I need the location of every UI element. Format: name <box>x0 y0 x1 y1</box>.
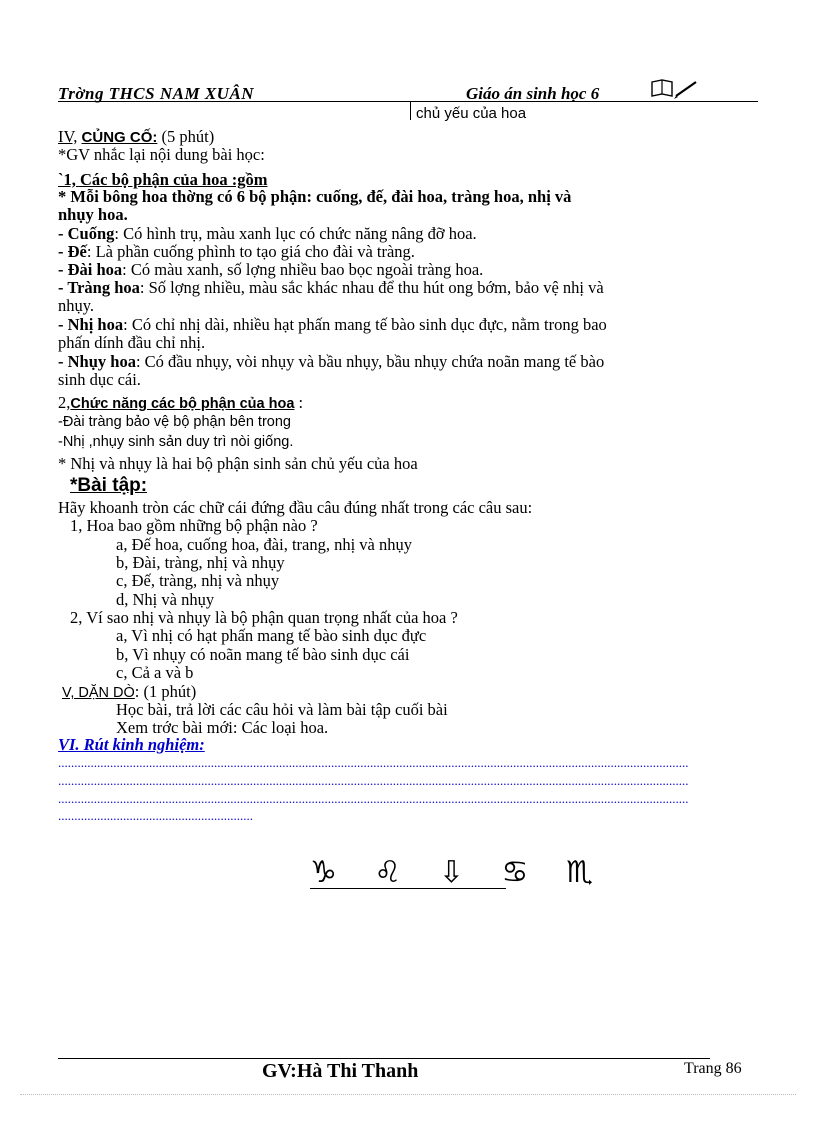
page-bottom-border <box>20 1094 796 1095</box>
carryover-note: chủ yếu của hoa <box>416 105 527 122</box>
q1-option: c, Đế, tràng, nhị và nhụy <box>116 571 280 590</box>
part1-item <box>58 370 141 390</box>
ornament-underline <box>310 888 506 889</box>
question-1: 1, Hoa bao gồm những bộ phận nào ? <box>70 516 318 535</box>
q2-option: c, Cả a và b <box>116 663 194 682</box>
item-term: - Nhụy hoa <box>58 352 136 371</box>
part1-item <box>58 296 94 316</box>
item-desc: : Số lợng nhiều, màu sắc khác nhau để thu hút ong bớm, bảo vệ nhị và <box>139 278 604 297</box>
teacher-name: GV:Hà Thi Thanh <box>262 1060 419 1082</box>
part1-item <box>58 242 415 262</box>
q1-option: d, Nhị và nhụy <box>116 590 215 609</box>
part1-item <box>58 224 477 244</box>
part2-line-3: * Nhị và nhụy là hai bộ phận sinh sản chủ yếu của hoa <box>58 454 418 473</box>
item-desc: phấn dính đầu chỉ nhị. <box>58 333 206 352</box>
section-iv-main: CỦNG CỐ: <box>81 129 158 146</box>
item-desc: : Có hình trụ, màu xanh lục có chức năng nâng đỡ hoa. <box>114 224 477 243</box>
notes-dotted-line: .................................................................................................................................................................................................. <box>58 773 689 788</box>
margin-bar <box>410 102 411 120</box>
section-iv-suffix: (5 phút) <box>161 127 215 146</box>
q1-option: b, Đài, tràng, nhị và nhụy <box>116 553 285 572</box>
part1-item <box>58 352 604 372</box>
notes-dotted-line: .................................................................................................................................................................................................. <box>58 755 689 770</box>
section-v-line-1: Học bài, trả lời các câu hỏi và làm bài tập cuối bài <box>116 700 448 719</box>
part2-title <box>58 393 303 413</box>
section-v-title <box>62 682 196 702</box>
item-term: - Đế <box>58 242 87 261</box>
item-term: - Đài hoa <box>58 260 123 279</box>
part1-item <box>58 260 483 280</box>
notes-dotted-line: ............................................................ <box>58 808 253 823</box>
q2-option: a, Vì nhị có hạt phấn mang tế bào sinh dục đực <box>116 626 427 645</box>
item-desc: sinh dục cái. <box>58 370 141 389</box>
notes-dotted-line: .................................................................................................................................................................................................. <box>58 791 689 806</box>
part2-line-2: -Nhị ,nhụy sinh sản duy trì nòi giống. <box>58 434 294 450</box>
part1-item <box>58 278 604 298</box>
part2-title-text: Chức năng các bộ phận của hoa <box>70 396 295 412</box>
exercise-instruction: Hãy khoanh tròn các chữ cái đứng đầu câu đúng nhất trong các câu sau: <box>58 498 533 517</box>
section-v-main: V, DẶN DÒ <box>62 685 135 701</box>
item-term: - Nhị hoa <box>58 315 124 334</box>
item-desc: : Là phần cuống phình to tạo giá cho đài và tràng. <box>86 242 415 261</box>
part2-suffix: : <box>298 393 304 412</box>
item-desc: : Có chỉ nhị dài, nhiều hạt phấn mang tế bào sinh dục đực, nằm trong bao <box>123 315 607 334</box>
part1-summary-1: * Mỗi bông hoa thờng có 6 bộ phận: cuống, đế, đài hoa, tràng hoa, nhị và <box>58 187 572 206</box>
section-iv-intro: *GV nhắc lại nội dung bài học: <box>58 145 265 164</box>
q1-option: a, Đế hoa, cuống hoa, đài, trang, nhị và nhụy <box>116 535 413 554</box>
ornament-symbols: ♑ ♌ ⇩ ♋ ♏ <box>310 855 607 890</box>
part1-item <box>58 333 205 353</box>
part2-prefix: 2, <box>58 393 71 412</box>
section-v-suffix: : (1 phút) <box>134 682 197 701</box>
question-2: 2, Ví sao nhị và nhụy là bộ phận quan trọng nhất của hoa ? <box>70 608 458 627</box>
section-v-line-2: Xem trớc bài mới: Các loại hoa. <box>116 718 329 737</box>
part1-item <box>58 315 607 335</box>
item-desc: : Có đầu nhụy, vòi nhụy và bầu nhụy, bầu nhụy chứa noãn mang tế bào <box>135 352 605 371</box>
section-vi-title: VI. Rút kinh nghiệm: <box>58 735 205 754</box>
footer-rule <box>58 1058 710 1059</box>
page-number: Trang 86 <box>684 1060 742 1077</box>
part1-title: `1, Các bộ phận của hoa :gồm <box>58 170 268 189</box>
section-iv-title <box>58 127 214 147</box>
item-desc: : Có màu xanh, số lợng nhiều bao bọc ngoài tràng hoa. <box>122 260 484 279</box>
item-desc: nhụy. <box>58 296 95 315</box>
subject-title: Giáo án sinh học 6 <box>466 84 600 103</box>
q2-option: b, Vì nhụy có noãn mang tế bào sinh dục cái <box>116 645 410 664</box>
section-iv-prefix: IV, <box>58 127 78 146</box>
school-name: Trờng THCS NAM XUÂN <box>58 84 255 103</box>
part2-line-1: -Đài tràng bảo vệ bộ phận bên trong <box>58 414 291 430</box>
exercise-title: *Bài tập: <box>70 475 148 496</box>
item-term: - Cuống <box>58 224 115 243</box>
book-pen-icon-svg <box>650 78 700 100</box>
header-rule <box>58 101 758 102</box>
part1-summary-2: nhụy hoa. <box>58 205 128 224</box>
item-term: - Tràng hoa <box>58 278 140 297</box>
